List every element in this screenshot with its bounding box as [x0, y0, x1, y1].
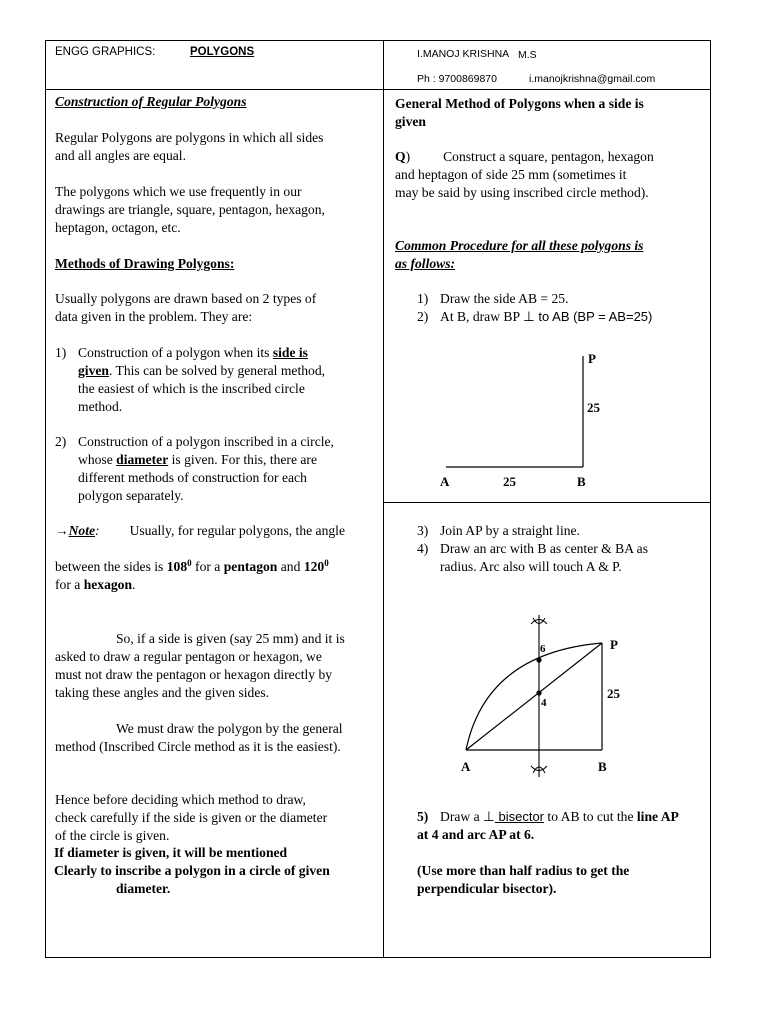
question-line3: may be said by using inscribed circle method). — [395, 185, 649, 200]
header-degree: M.S — [518, 49, 537, 61]
note-line2: between the sides is $108^0$ for a pentagon and $120^0$ — [55, 558, 329, 574]
item1-number: 1) — [55, 345, 67, 360]
header-subject: ENGG GRAPHICS: — [55, 46, 156, 58]
para5-line2: method (Inscribed Circle method as it is the easiest). — [55, 739, 341, 754]
para2-line2: drawings are triangle, square, pentagon, hexagon, — [55, 202, 325, 217]
question-line1: Q) Construct a square, pentagon, hexagon — [395, 149, 654, 164]
question-line2: and heptagon of side 25 mm (sometimes it — [395, 167, 627, 182]
step4-number: 4) — [417, 541, 429, 556]
bisector-note-line1: (Use more than half radius to get the — [417, 863, 630, 878]
step4-line1: Draw an arc with B as center & BA as — [440, 541, 648, 556]
point-6 — [536, 657, 541, 662]
item2-line2: whose diameter is given. For this, there are — [78, 452, 317, 467]
fig2-label-b: B — [598, 759, 607, 774]
item2-line1: Construction of a polygon inscribed in a circle, — [78, 434, 334, 449]
fig1-label-bp: 25 — [587, 400, 600, 415]
bisector-note-line2: perpendicular bisector). — [417, 881, 557, 896]
item1-line1: Construction of a polygon when its side is — [78, 345, 308, 360]
bold-note-line1: If diameter is given, it will be mentioned — [54, 845, 288, 860]
procedure-heading-line2: as follows: — [395, 256, 456, 271]
header-topic: POLYGONS — [190, 46, 255, 58]
bold-note-line3: diameter. — [116, 881, 171, 896]
right-cell-divider — [383, 502, 711, 503]
step2-number: 2) — [417, 309, 429, 324]
item1-line2: given. This can be solved by general method, — [78, 363, 326, 378]
para4-line4: taking these angles and the given sides. — [55, 685, 270, 700]
left-heading: Construction of Regular Polygons — [55, 94, 247, 109]
header-divider — [45, 89, 711, 90]
item1-line4: method. — [78, 399, 123, 414]
para5-line1: We must draw the polygon by the general — [116, 721, 343, 736]
para1-line2: and all angles are equal. — [55, 148, 186, 163]
figure-side-and-perpendicular — [384, 340, 710, 500]
para2-line1: The polygons which we use frequently in our — [55, 184, 302, 199]
point-4 — [536, 690, 541, 695]
step5-line2: at 4 and arc AP at 6. — [417, 827, 535, 842]
header-author: I.MANOJ KRISHNA — [417, 48, 510, 60]
para3-line1: Usually polygons are drawn based on 2 types of — [55, 291, 317, 306]
item2-line3: different methods of construction for each — [78, 470, 307, 485]
step1-number: 1) — [417, 291, 429, 306]
para4-line2: asked to draw a regular pentagon or hexagon, we — [55, 649, 322, 664]
procedure-heading-line1: Common Procedure for all these polygons is — [395, 238, 644, 253]
para6-line3: of the circle is given. — [55, 828, 170, 843]
right-heading-line2: given — [395, 114, 426, 129]
para3-line2: data given in the problem. They are: — [55, 309, 253, 324]
para4-line1: So, if a side is given (say 25 mm) and it is — [116, 631, 345, 646]
note-line3: for a hexagon. — [55, 577, 136, 592]
header-phone: Ph : 9700869870 — [417, 73, 497, 85]
fig2-label-a: A — [461, 759, 471, 774]
step5-number: 5) — [417, 809, 429, 824]
step4-line2: radius. Arc also will touch A & P. — [440, 559, 622, 574]
para2-line3: heptagon, octagon, etc. — [55, 220, 181, 235]
fig1-label-a: A — [440, 474, 450, 489]
item2-number: 2) — [55, 434, 67, 449]
arrow-right-icon: → — [55, 523, 69, 538]
para4-line3: must not draw the pentagon or hexagon directly by — [55, 667, 333, 682]
step2-text: At B, draw BP ⊥ to AB (BP = AB=25) — [440, 309, 653, 324]
figure-arc-and-bisector — [384, 605, 710, 785]
note-line1: →Note: Usually, for regular polygons, the angle — [55, 523, 345, 538]
perpendicular-icon: ⊥ — [483, 809, 495, 824]
step3-text: Join AP by a straight line. — [440, 523, 580, 538]
step3-number: 3) — [417, 523, 429, 538]
para1-line1: Regular Polygons are polygons in which all sides — [55, 130, 324, 145]
fig2-label-6: 6 — [540, 643, 546, 655]
bold-note-line2: Clearly to inscribe a polygon in a circle of given — [54, 863, 330, 878]
fig1-label-p: P — [588, 351, 596, 366]
perpendicular-icon: ⊥ — [522, 309, 535, 324]
fig2-label-4: 4 — [541, 697, 547, 709]
item2-line4: polygon separately. — [78, 488, 184, 503]
fig1-label-b: B — [577, 474, 586, 489]
header-email: i.manojkrishna@gmail.com — [529, 73, 656, 85]
para6-line1: Hence before deciding which method to draw, — [55, 792, 306, 807]
fig2-label-bp: 25 — [607, 686, 620, 701]
para6-line2: check carefully if the side is given or the diameter — [55, 810, 328, 825]
line-ap — [466, 643, 602, 750]
methods-heading: Methods of Drawing Polygons: — [55, 256, 235, 271]
item1-line3: the easiest of which is the inscribed circle — [78, 381, 305, 396]
fig2-label-p: P — [610, 637, 618, 652]
right-heading-line1: General Method of Polygons when a side is — [395, 96, 644, 111]
step1-text: Draw the side AB = 25. — [440, 291, 569, 306]
fig1-label-side: 25 — [503, 474, 516, 489]
step5-line1: Draw a ⊥ bisector to AB to cut the line AP — [440, 809, 679, 824]
